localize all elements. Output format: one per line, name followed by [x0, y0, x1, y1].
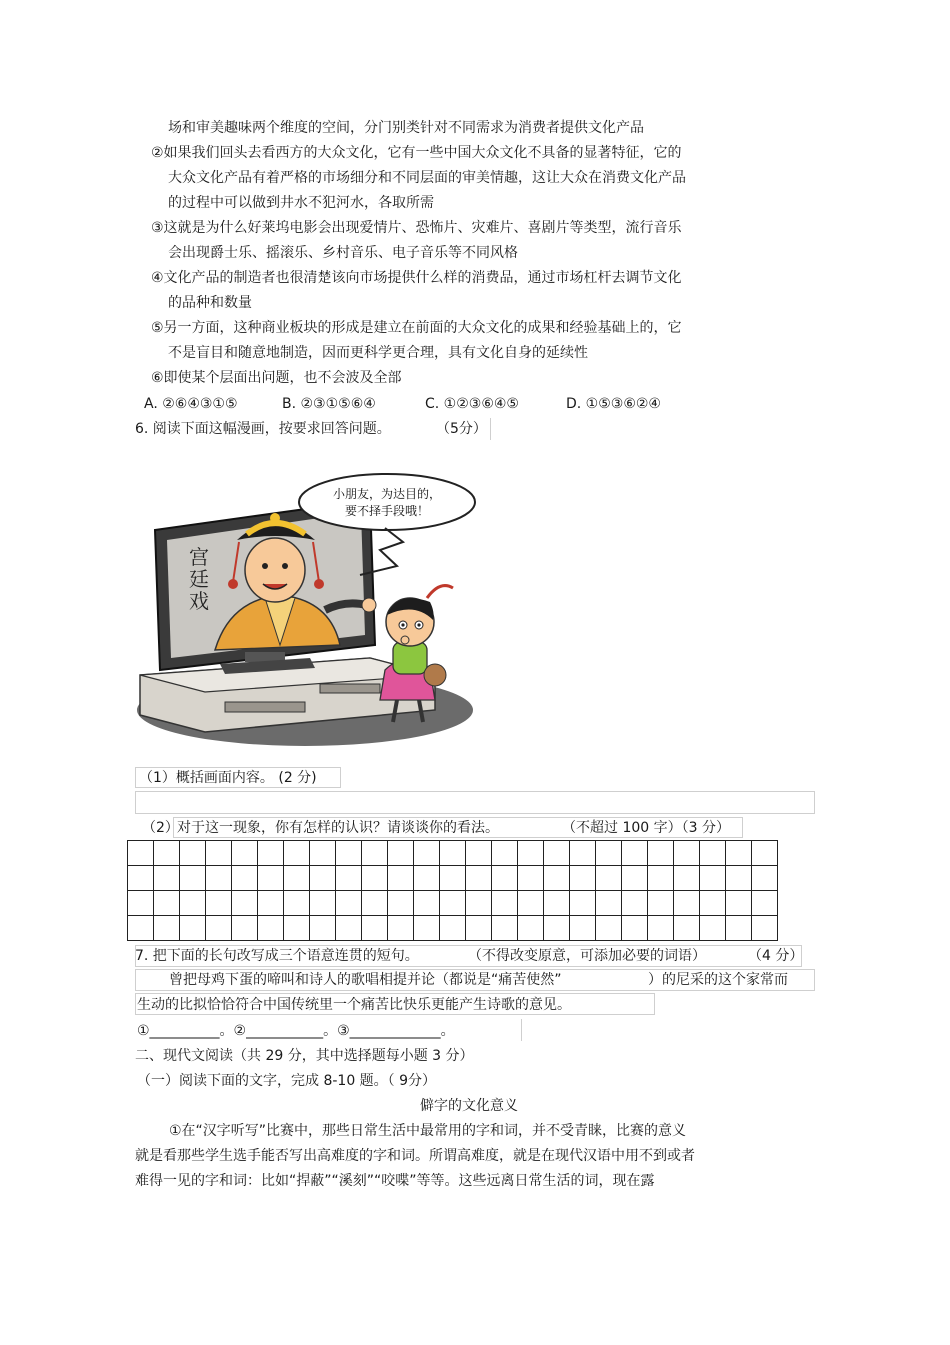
question-6-score: （5分）: [436, 421, 487, 437]
item-2-line-3: 的过程中可以做到井水不犯河水，各取所需: [168, 195, 434, 211]
section-2-heading: 二、现代文阅读（共 29 分，其中选择题每小题 3 分）: [135, 1048, 474, 1064]
item-2-line-2: 大众文化产品有着严格的市场细分和不同层面的审美情趣，这让大众在消费文化产品: [168, 170, 686, 186]
option-b: B. ②③①⑤⑥④: [282, 396, 376, 412]
option-c: C. ①②③⑥④⑤: [425, 396, 519, 412]
article-paragraph-1-line-2: 就是看那些学生选手能否写出高难度的字和词。所谓高难度，就是在现代汉语中用不到或者: [135, 1148, 695, 1164]
sub-question-2: 对于这一现象，你有怎样的认识？请谈谈你的看法。: [177, 820, 499, 836]
writing-grid[interactable]: [127, 840, 778, 941]
article-paragraph-1-line-3: 难得一见的字和词：比如“捍蔽”“溪刻”“咬喋”等等。这些远离日常生活的词，现在露: [135, 1173, 655, 1189]
question-7-note: （不得改变原意，可添加必要的词语）: [468, 948, 706, 964]
question-6-title: 6. 阅读下面这幅漫画，按要求回答问题。: [135, 421, 391, 437]
box-edge: [490, 418, 491, 440]
option-d: D. ①⑤③⑥②④: [566, 396, 661, 412]
question-7-title: 7. 把下面的长句改写成三个语意连贯的短句。: [135, 948, 419, 964]
item-2-line-1: ②如果我们回头去看西方的大众文化，它有一些中国大众文化不具备的显著特征，它的: [151, 145, 682, 161]
cartoon-illustration: [135, 470, 495, 750]
item-3-line-2: 会出现爵士乐、摇滚乐、乡村音乐、电子音乐等不同风格: [168, 245, 518, 261]
bubble-text-line-2: 要不择手段哦！: [344, 504, 430, 518]
long-sentence-part-1b: ）的尼采的这个家常而: [648, 972, 788, 988]
item-5-line-1: ⑤另一方面，这种商业板块的形成是建立在前面的大众文化的成果和经验基础上的，它: [151, 320, 682, 336]
long-sentence-part-2: 生动的比拟恰恰符合中国传统里一个痛苦比快乐更能产生诗歌的意见。: [137, 997, 571, 1013]
option-a: A. ②⑥④③①⑤: [144, 396, 238, 412]
answer-blanks[interactable]: ①__________。②___________。③_____________。: [137, 1023, 455, 1039]
sub-question-2-note: （不超过 100 字）（3 分）: [562, 820, 730, 836]
item-6: ⑥即使某个层面出问题，也不会波及全部: [151, 370, 402, 386]
sub-question-2-number: （2）: [142, 820, 179, 836]
item-4-line-2: 的品种和数量: [168, 295, 252, 311]
item-1-continued: 场和审美趣味两个维度的空间，分门别类针对不同需求为消费者提供文化产品: [168, 120, 644, 136]
sub-question-1: （1）概括画面内容。 (2 分): [139, 770, 317, 786]
item-4-line-1: ④文化产品的制造者也很清楚该向市场提供什么样的消费品，通过市场杠杆去调节文化: [151, 270, 682, 286]
answer-field-1[interactable]: [135, 791, 815, 814]
bubble-text-line-1: 小朋友，为达目的，: [332, 487, 442, 501]
long-sentence-part-1: 曾把母鸡下蛋的啼叫和诗人的歌唱相提并论（都说是“痛苦使然”: [169, 972, 562, 988]
screen-title-char-3: 戏: [189, 589, 209, 613]
screen-title-char-2: 廷: [189, 567, 209, 591]
item-5-line-2: 不是盲目和随意地制造，因而更科学更合理，具有文化自身的延续性: [168, 345, 588, 361]
screen-title-char-1: 宫: [189, 545, 209, 569]
question-7-score: （4 分）: [748, 948, 804, 964]
article-title: 僻字的文化意义: [420, 1098, 518, 1114]
article-paragraph-1-line-1: ①在“汉字听写”比赛中，那些日常生活中最常用的字和词，并不受青睐，比赛的意义: [169, 1123, 687, 1139]
section-2-sub-heading: （一）阅读下面的文字，完成 8-10 题。（ 9分）: [137, 1073, 437, 1089]
item-3-line-1: ③这就是为什么好莱坞电影会出现爱情片、恐怖片、灾难片、喜剧片等类型，流行音乐: [151, 220, 682, 236]
box-edge: [521, 1019, 522, 1041]
